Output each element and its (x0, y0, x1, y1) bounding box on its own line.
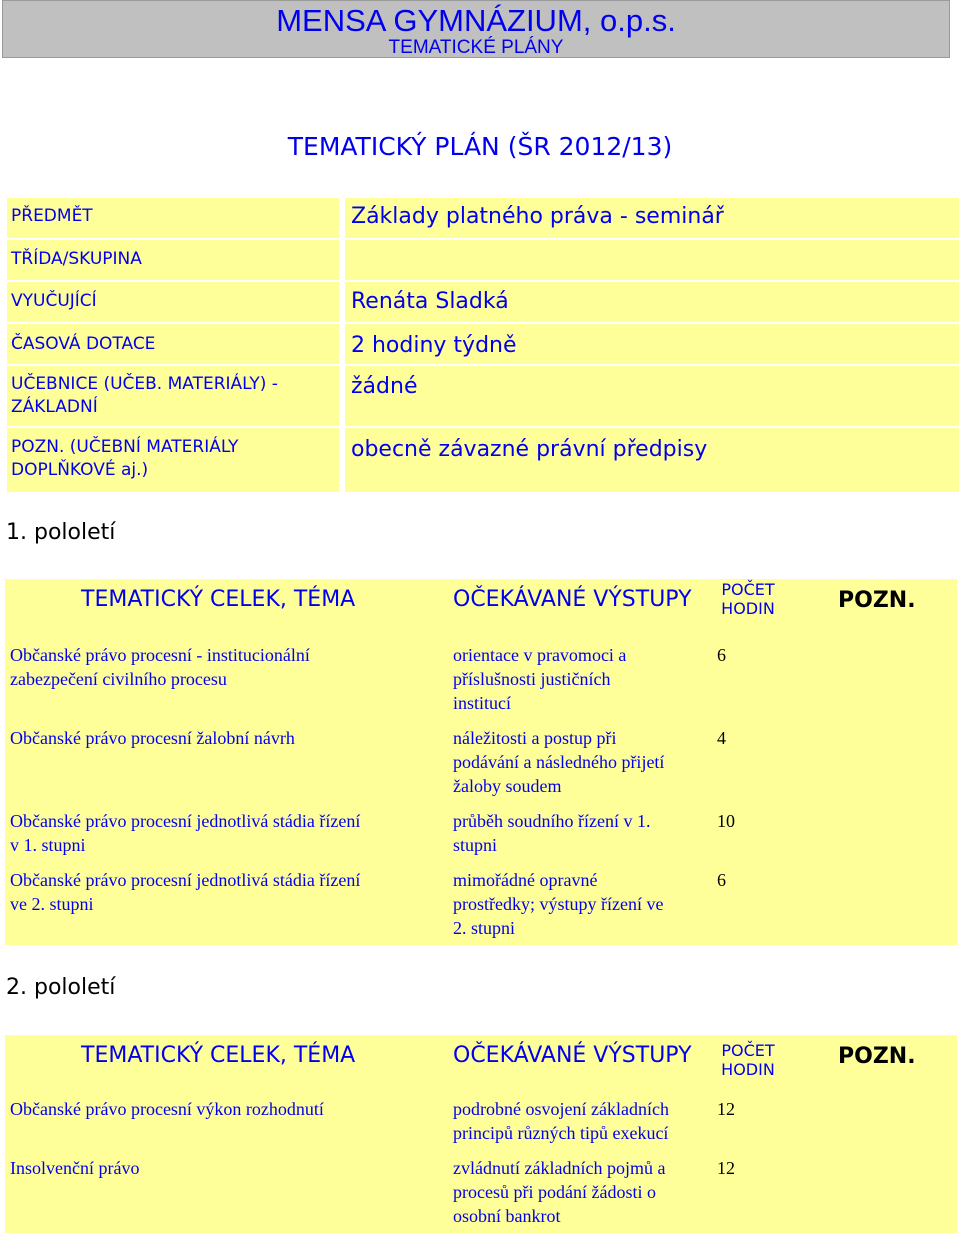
header-note: POZN. (838, 588, 916, 613)
table-row-hours: 6 (717, 870, 726, 890)
table-row-hours: 6 (717, 645, 726, 665)
label-textbooks: UČEBNICE (UČEB. MATERIÁLY) - (11, 374, 278, 394)
plan-title: TEMATICKÝ PLÁN (ŠR 2012/13) (287, 132, 673, 161)
table-row-topic: Občanské právo procesní výkon rozhodnutí (10, 1099, 324, 1119)
table-row-outcome: průběh soudního řízení v 1. stupni (453, 811, 651, 855)
value-teacher: Renáta Sladká (351, 289, 509, 314)
table-row-hours: 12 (717, 1158, 735, 1178)
table-row-outcome: zvládnutí základních pojmů a procesů při podání žádosti o osobní bankrot (453, 1158, 666, 1226)
table-row-outcome: orientace v pravomoci a příslušnosti justičních institucí (453, 645, 627, 713)
label-time: ČASOVÁ DOTACE (11, 334, 156, 354)
header-outcomes: OČEKÁVANÉ VÝSTUPY (453, 1043, 692, 1068)
label-class: TŘÍDA/SKUPINA (11, 249, 142, 269)
header-hours: POČET HODIN (721, 1041, 775, 1079)
semester-2-title: 2. pololetí (6, 975, 116, 1000)
value-time: 2 hodiny týdně (351, 333, 517, 358)
table-row-topic: Občanské právo procesní jednotlivá stádia řízení ve 2. stupni (10, 870, 361, 914)
school-name: MENSA GYMNÁZIUM, o.p.s. (276, 3, 676, 38)
info-values-column (345, 198, 959, 492)
subject-info-table (5, 196, 957, 490)
value-subject: Základy platného práva - seminář (351, 204, 724, 229)
table-row-hours: 10 (717, 811, 735, 831)
banner-subtitle: TEMATICKÉ PLÁNY (388, 37, 564, 58)
label-textbooks-2: ZÁKLADNÍ (11, 397, 98, 417)
semester-2-table (4, 1034, 958, 1234)
label-notes: POZN. (UČEBNÍ MATERIÁLY (11, 437, 239, 457)
school-banner (2, 0, 950, 58)
table-row-topic: Občanské právo procesní žalobní návrh (10, 728, 295, 748)
header-topic: TEMATICKÝ CELEK, TÉMA (81, 587, 356, 612)
table-row-topic: Občanské právo procesní - institucionální zabezpečení civilního procesu (10, 645, 310, 689)
table-row-topic: Insolvenční právo (10, 1158, 140, 1178)
table-row-hours: 12 (717, 1099, 735, 1119)
table-row-hours: 4 (717, 728, 726, 748)
value-notes: obecně závazné právní předpisy (351, 437, 708, 462)
header-outcomes: OČEKÁVANÉ VÝSTUPY (453, 587, 692, 612)
header-note: POZN. (838, 1044, 916, 1069)
table-row-topic: Občanské právo procesní jednotlivá stádia řízení v 1. stupni (10, 811, 361, 855)
table-row-outcome: podrobné osvojení základních principů různých tipů exekucí (453, 1099, 669, 1143)
label-subject: PŘEDMĚT (11, 206, 93, 226)
table-row-outcome: mimořádné opravné prostředky; výstupy řízení ve 2. stupni (453, 870, 664, 938)
header-hours: POČET HODIN (721, 580, 775, 618)
semester-1-title: 1. pololetí (6, 520, 116, 545)
info-labels-column (7, 198, 341, 492)
label-notes-2: DOPLŇKOVÉ aj.) (11, 460, 149, 480)
label-teacher: VYUČUJÍCÍ (11, 291, 97, 311)
value-textbooks: žádné (351, 374, 418, 399)
semester-1-table (4, 578, 958, 946)
header-topic: TEMATICKÝ CELEK, TÉMA (81, 1043, 356, 1068)
table-row-outcome: náležitosti a postup při podávání a následného přijetí žaloby soudem (453, 728, 665, 796)
